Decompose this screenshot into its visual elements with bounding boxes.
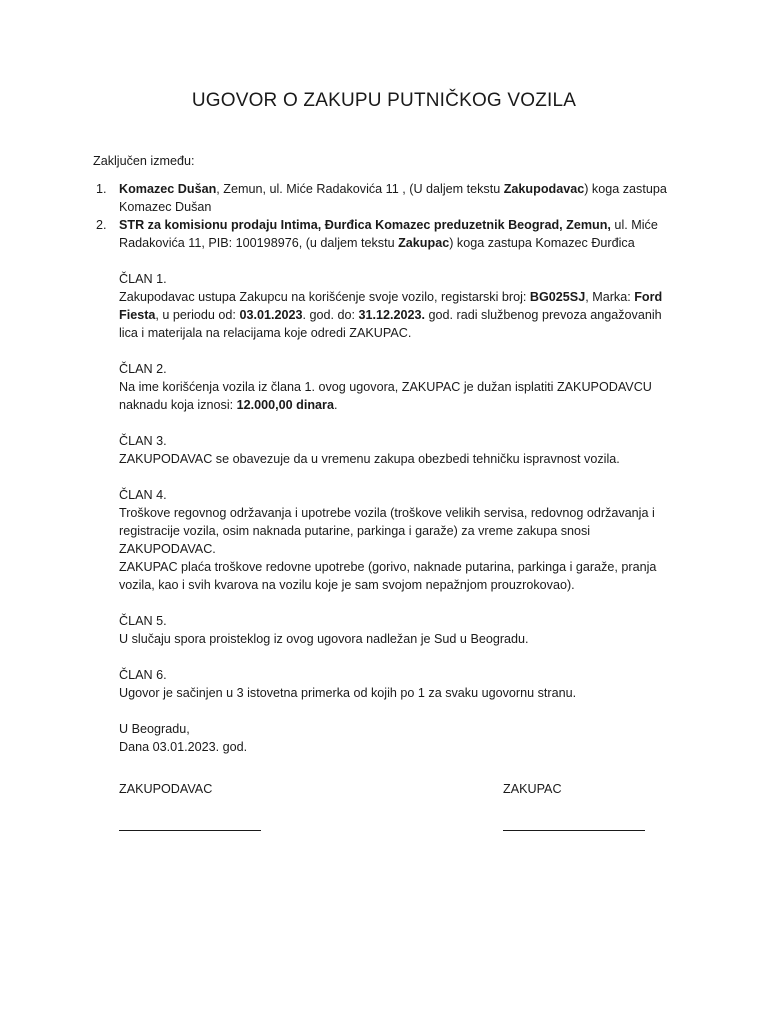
article-text-part: Zakupodavac ustupa Zakupcu na korišćenje svoje vozilo, registarski broj: [119,290,530,304]
article-text-part: . god. do: [302,308,359,322]
registration-number: BG025SJ [529,290,586,304]
party-text: ) koga zastupa Komazec Đurđica [449,236,635,250]
document-title: UGOVOR O ZAKUPU PUTNIČKOG VOZILA [191,90,577,111]
party-text: ul. Miće Radakovića 11, PIB: 100198976, (u daljem tekstu [119,218,658,250]
party-role: Zakupac [398,236,450,250]
document-body [93,152,683,756]
signature-line [119,830,261,831]
article-heading: ČLAN 2. [119,362,167,376]
article-3 [119,432,683,468]
party-role: Zakupodavac [503,182,585,196]
article-text-part: god. radi službenog prevoza angažovanih lica i materijala na relacijama koje odredi ZAKUPAC. [119,308,662,340]
article-heading: ČLAN 4. [119,488,167,502]
party-item [93,216,683,252]
article-1 [119,270,683,342]
party-name: STR za komisionu prodaju Intima, Đurđica Komazec preduzetnik Beograd, Zemun, [119,218,611,232]
start-date: 03.01.2023 [239,308,303,322]
party-item [93,180,683,216]
article-text-part: , Marka: [585,290,635,304]
article-heading: ČLAN 5. [119,614,167,628]
article-heading: ČLAN 6. [119,668,167,682]
signature-label: ZAKUPODAVAC [119,782,213,796]
article-text: Troškove regovnog održavanja i upotrebe vozila (troškove velikih servisa, redovnog održavanja i registracije vozila, osim naknada putarine, parkinga i garaže) za vreme zakupa snosi ZAKUPODAVAC. [119,506,655,556]
signature-lessee [503,780,562,798]
signature-line [503,830,645,831]
article-text: ZAKUPAC plaća troškove redovne upotrebe (gorivo, naknade putarina, parkinga i garaže, pranja vozila, kao i svih kvarova na vozilu koje je sam svojom nepažnjom prouzrokovao). [119,560,657,592]
article-text [119,288,683,342]
end-date: 31.12.2023. [358,308,426,322]
signature-label: ZAKUPAC [503,782,562,796]
parties-list [93,180,683,252]
party-text: ) koga zastupa Komazec Dušan [119,182,667,214]
article-5 [119,612,683,648]
intro-text: Zaključen između: [93,154,195,168]
fee-amount: 12.000,00 dinara [236,398,334,412]
article-4 [119,486,683,594]
article-text-part: Na ime korišćenja vozila iz člana 1. ovog ugovora, ZAKUPAC je dužan isplatiti ZAKUPODAVCU naknadu koja iznosi: [119,380,652,412]
party-number: 1. [96,182,107,196]
party-name: Komazec Dušan [119,182,217,196]
article-heading: ČLAN 1. [119,272,167,286]
article-heading: ČLAN 3. [119,434,167,448]
article-6 [119,666,683,702]
article-text [119,378,683,414]
signature-lessor [119,780,212,798]
place-and-date [119,720,683,756]
place-city: U Beogradu, [119,722,190,736]
party-number: 2. [96,218,107,232]
article-text: ZAKUPODAVAC se obavezuje da u vremenu zakupa obezbedi tehničku ispravnost vozila. [119,452,620,466]
article-text-part: , u periodu od: [155,308,240,322]
vehicle-make: Ford Fiesta [119,290,663,322]
article-text: U slučaju spora proisteklog iz ovog ugovora nadležan je Sud u Beogradu. [119,632,529,646]
article-text: Ugovor je sačinjen u 3 istovetna primerka od kojih po 1 za svaku ugovornu stranu. [119,686,577,700]
article-text-part: . [333,398,338,412]
article-2 [119,360,683,414]
place-date: Dana 03.01.2023. god. [119,740,248,754]
party-text: , Zemun, ul. Miće Radakovića 11 , (U daljem tekstu [216,182,504,196]
